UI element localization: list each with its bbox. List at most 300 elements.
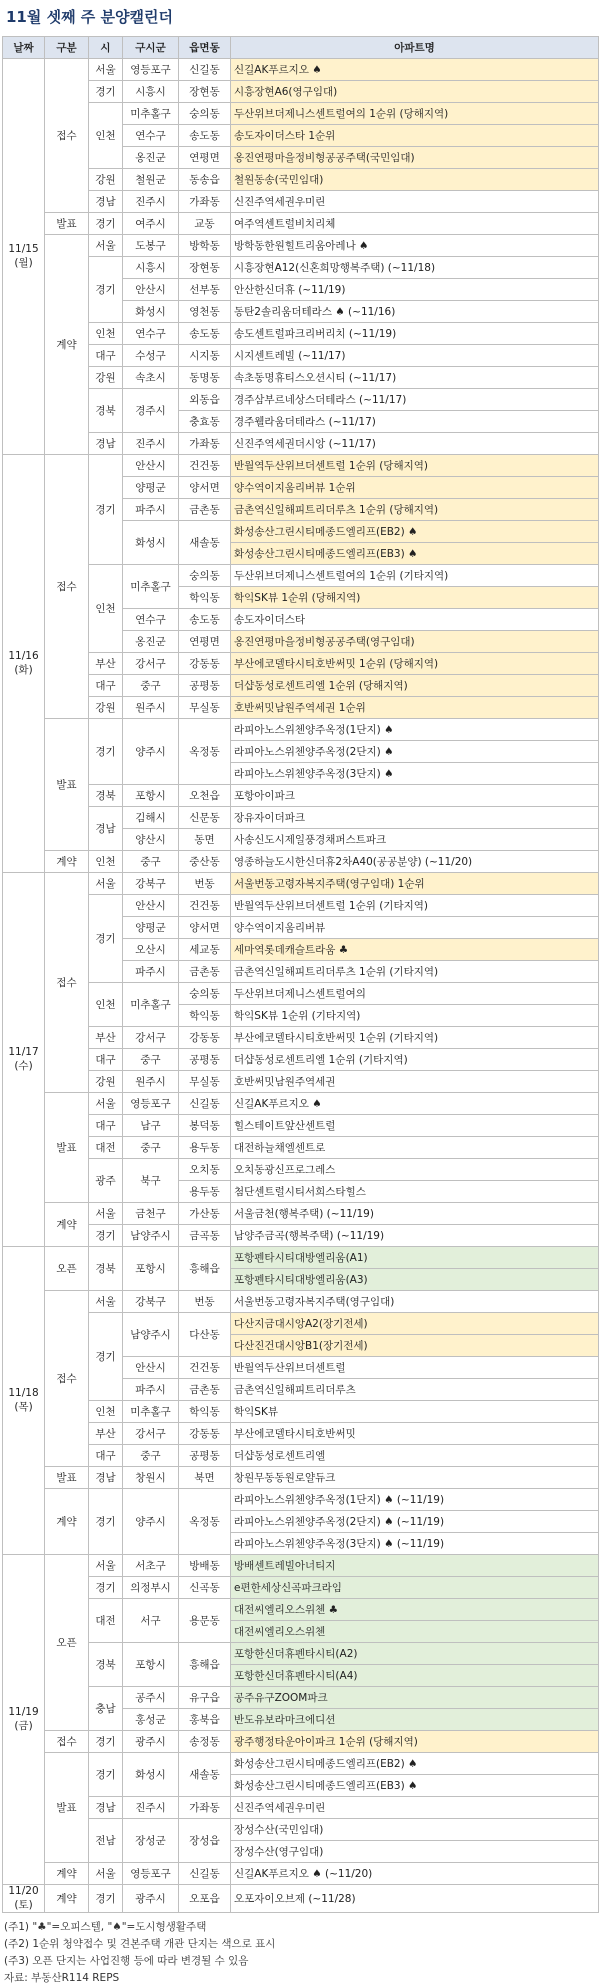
dong-cell: 영천동 <box>179 301 231 323</box>
si-cell: 대구 <box>89 1049 123 1071</box>
header-type: 구분 <box>45 37 89 59</box>
apartment-name: 신길AK푸르지오 ♠ <box>231 59 599 81</box>
table-row <box>3 1049 599 1071</box>
dong-cell: 송정동 <box>179 1731 231 1753</box>
gu-cell: 중구 <box>123 675 179 697</box>
type-cell: 접수 <box>45 873 89 1093</box>
apartment-name: 호반써밋남원주역세권 <box>231 1071 599 1093</box>
apartment-name: 시흥장현A6(영구임대) <box>231 81 599 103</box>
table-row <box>3 1247 599 1269</box>
type-cell: 발표 <box>45 1467 89 1489</box>
si-cell: 대구 <box>89 675 123 697</box>
type-cell: 접수 <box>45 455 89 719</box>
apartment-name: 서울번동고령자복지주택(영구임대) 1순위 <box>231 873 599 895</box>
dong-cell: 용두동 <box>179 1181 231 1203</box>
apartment-name: 송도센트럴파크리버리치 (~11/19) <box>231 323 599 345</box>
si-cell: 대구 <box>89 1115 123 1137</box>
table-row <box>3 1313 599 1335</box>
apartment-name: 안산한신더휴 (~11/19) <box>231 279 599 301</box>
dong-cell: 숭의동 <box>179 565 231 587</box>
table-row <box>3 103 599 125</box>
type-cell: 발표 <box>45 213 89 235</box>
apartment-name: 광주행정타운아이파크 1순위 (당해지역) <box>231 1731 599 1753</box>
gu-cell: 미추홀구 <box>123 983 179 1027</box>
table-row <box>3 873 599 895</box>
apartment-name: 경주웰라움더테라스 (~11/17) <box>231 411 599 433</box>
apartment-name: 철원동송(국민임대) <box>231 169 599 191</box>
dong-cell: 신문동 <box>179 807 231 829</box>
apartment-name: 세마역롯데캐슬트라움 ♣ <box>231 939 599 961</box>
dong-cell: 옥정동 <box>179 719 231 785</box>
apartment-name: 시흥장현A12(신혼희망행복주택) (~11/18) <box>231 257 599 279</box>
table-row <box>3 1291 599 1313</box>
table-row <box>3 719 599 741</box>
apartment-name: 포항한신더휴펜타시티(A4) <box>231 1665 599 1687</box>
gu-cell: 철원군 <box>123 169 179 191</box>
gu-cell: 진주시 <box>123 191 179 213</box>
table-row <box>3 1819 599 1841</box>
apartment-name: 옹진연평마을정비형공공주택(영구임대) <box>231 631 599 653</box>
si-cell: 광주 <box>89 1159 123 1203</box>
dong-cell: 봉덕동 <box>179 1115 231 1137</box>
apartment-name: 시지센트레빌 (~11/17) <box>231 345 599 367</box>
dong-cell: 학익동 <box>179 1005 231 1027</box>
type-cell: 접수 <box>45 1291 89 1467</box>
apartment-name: 포항한신더휴펜타시티(A2) <box>231 1643 599 1665</box>
si-cell: 강원 <box>89 1071 123 1093</box>
table-row <box>3 697 599 719</box>
si-cell: 경기 <box>89 719 123 785</box>
si-cell: 대전 <box>89 1137 123 1159</box>
table-row <box>3 807 599 829</box>
dong-cell: 금촌동 <box>179 1379 231 1401</box>
gu-cell: 양평군 <box>123 917 179 939</box>
dong-cell: 가산동 <box>179 1203 231 1225</box>
gu-cell: 여주시 <box>123 213 179 235</box>
apartment-name: 더샵동성로센트리엘 <box>231 1445 599 1467</box>
date-cell: 11/16 (화) <box>3 455 45 873</box>
table-row <box>3 59 599 81</box>
gu-cell: 강북구 <box>123 1291 179 1313</box>
table-row <box>3 675 599 697</box>
table-row <box>3 983 599 1005</box>
si-cell: 인천 <box>89 983 123 1027</box>
gu-cell: 속초시 <box>123 367 179 389</box>
table-row <box>3 1489 599 1511</box>
apartment-name: 반월역두산위브더센트럴 1순위 (당해지역) <box>231 455 599 477</box>
si-cell: 경기 <box>89 257 123 323</box>
date-cell: 11/17 (수) <box>3 873 45 1247</box>
si-cell: 인천 <box>89 323 123 345</box>
header-gu: 구시군 <box>123 37 179 59</box>
table-row <box>3 653 599 675</box>
dong-cell: 가좌동 <box>179 1797 231 1819</box>
table-row <box>3 213 599 235</box>
gu-cell: 파주시 <box>123 961 179 983</box>
dong-cell: 용문동 <box>179 1599 231 1643</box>
gu-cell: 남양주시 <box>123 1225 179 1247</box>
si-cell: 경남 <box>89 433 123 455</box>
apartment-name: 공주유구ZOOM파크 <box>231 1687 599 1709</box>
apartment-name: 방배센트레빌아너티지 <box>231 1555 599 1577</box>
table-row <box>3 1577 599 1599</box>
apartment-name: 라피아노스위첸양주옥정(3단지) ♠ (~11/19) <box>231 1533 599 1555</box>
apartment-name: 라피아노스위첸양주옥정(2단지) ♠ <box>231 741 599 763</box>
table-row <box>3 323 599 345</box>
dong-cell: 양서면 <box>179 477 231 499</box>
apartment-name: 학익SK뷰 1순위 (당해지역) <box>231 587 599 609</box>
apartment-name: 속초동명휴티스오션시티 (~11/17) <box>231 367 599 389</box>
gu-cell: 연수구 <box>123 609 179 631</box>
dong-cell: 숭의동 <box>179 983 231 1005</box>
dong-cell: 무실동 <box>179 1071 231 1093</box>
apartment-name: 라피아노스위첸양주옥정(1단지) ♠ <box>231 719 599 741</box>
gu-cell: 장성군 <box>123 1819 179 1863</box>
table-row <box>3 1423 599 1445</box>
apartment-name: 서울금천(행복주택) (~11/19) <box>231 1203 599 1225</box>
footnotes <box>0 1913 600 1987</box>
gu-cell: 중구 <box>123 851 179 873</box>
si-cell: 부산 <box>89 1423 123 1445</box>
gu-cell: 강서구 <box>123 1423 179 1445</box>
date-cell: 11/20 (토) <box>3 1885 45 1913</box>
apartment-name: 신진주역세권우미린 <box>231 1797 599 1819</box>
gu-cell: 미추홀구 <box>123 1401 179 1423</box>
si-cell: 인천 <box>89 851 123 873</box>
si-cell: 대전 <box>89 1599 123 1643</box>
gu-cell: 남구 <box>123 1115 179 1137</box>
gu-cell: 경주시 <box>123 389 179 433</box>
si-cell: 대구 <box>89 1445 123 1467</box>
dong-cell: 장성읍 <box>179 1819 231 1863</box>
gu-cell: 중구 <box>123 1445 179 1467</box>
gu-cell: 영등포구 <box>123 1863 179 1885</box>
apartment-name: 장성수산(영구임대) <box>231 1841 599 1863</box>
apartment-name: 라피아노스위첸양주옥정(3단지) ♠ <box>231 763 599 785</box>
si-cell: 서울 <box>89 1555 123 1577</box>
si-cell: 경기 <box>89 1753 123 1797</box>
table-row <box>3 785 599 807</box>
table-row <box>3 1731 599 1753</box>
si-cell: 경기 <box>89 81 123 103</box>
gu-cell: 안산시 <box>123 895 179 917</box>
dong-cell: 중산동 <box>179 851 231 873</box>
dong-cell: 충효동 <box>179 411 231 433</box>
dong-cell: 강동동 <box>179 1423 231 1445</box>
table-row <box>3 169 599 191</box>
dong-cell: 교동 <box>179 213 231 235</box>
si-cell: 경기 <box>89 1313 123 1401</box>
dong-cell: 장현동 <box>179 81 231 103</box>
type-cell: 계약 <box>45 851 89 873</box>
apartment-name: 다산지금대시앙A2(장기전세) <box>231 1313 599 1335</box>
dong-cell: 강동동 <box>179 653 231 675</box>
dong-cell: 방배동 <box>179 1555 231 1577</box>
gu-cell: 광주시 <box>123 1885 179 1913</box>
apartment-name: 양수역이지움리버뷰 1순위 <box>231 477 599 499</box>
gu-cell: 남양주시 <box>123 1313 179 1357</box>
calendar-table <box>2 36 599 1913</box>
dong-cell: 학익동 <box>179 587 231 609</box>
gu-cell: 창원시 <box>123 1467 179 1489</box>
gu-cell: 도봉구 <box>123 235 179 257</box>
dong-cell: 흥해읍 <box>179 1643 231 1687</box>
table-row <box>3 367 599 389</box>
dong-cell: 숭의동 <box>179 103 231 125</box>
apartment-name: 금촌역신일해피트리더루츠 1순위 (당해지역) <box>231 499 599 521</box>
apartment-name: 송도자이더스타 <box>231 609 599 631</box>
apartment-name: 신길AK푸르지오 ♠ <box>231 1093 599 1115</box>
type-cell: 발표 <box>45 719 89 851</box>
gu-cell: 포항시 <box>123 1247 179 1291</box>
apartment-name: 창원무동동원로얄듀크 <box>231 1467 599 1489</box>
dong-cell: 오치동 <box>179 1159 231 1181</box>
dong-cell: 시지동 <box>179 345 231 367</box>
dong-cell: 옥정동 <box>179 1489 231 1555</box>
gu-cell: 화성시 <box>123 301 179 323</box>
table-row <box>3 1885 599 1913</box>
si-cell: 서울 <box>89 1093 123 1115</box>
dong-cell: 유구읍 <box>179 1687 231 1709</box>
apartment-name: 반월역두산위브더센트럴 <box>231 1357 599 1379</box>
header-si: 시 <box>89 37 123 59</box>
apartment-name: 신진주역세권우미린 <box>231 191 599 213</box>
gu-cell: 원주시 <box>123 697 179 719</box>
gu-cell: 옹진군 <box>123 147 179 169</box>
si-cell: 경북 <box>89 785 123 807</box>
dong-cell: 신곡동 <box>179 1577 231 1599</box>
gu-cell: 양평군 <box>123 477 179 499</box>
apartment-name: 대전씨엘리오스위첸 ♣ <box>231 1599 599 1621</box>
table-row <box>3 1599 599 1621</box>
type-cell: 발표 <box>45 1753 89 1863</box>
gu-cell: 미추홀구 <box>123 103 179 125</box>
table-row <box>3 1753 599 1775</box>
si-cell: 경기 <box>89 1489 123 1555</box>
apartment-name: 오포자이오브제 (~11/28) <box>231 1885 599 1913</box>
si-cell: 인천 <box>89 1401 123 1423</box>
apartment-name: 화성송산그린시티메종드엘리프(EB2) ♠ <box>231 1753 599 1775</box>
apartment-name: 두산위브더제니스센트럴여의 1순위 (기타지역) <box>231 565 599 587</box>
si-cell: 경기 <box>89 213 123 235</box>
gu-cell: 광주시 <box>123 1731 179 1753</box>
gu-cell: 시흥시 <box>123 81 179 103</box>
dong-cell: 홍북읍 <box>179 1709 231 1731</box>
dong-cell: 공평동 <box>179 1049 231 1071</box>
apartment-name: 사송신도시제일풍경채퍼스트파크 <box>231 829 599 851</box>
dong-cell: 용두동 <box>179 1137 231 1159</box>
type-cell: 계약 <box>45 235 89 455</box>
dong-cell: 양서면 <box>179 917 231 939</box>
dong-cell: 연평면 <box>179 147 231 169</box>
dong-cell: 송도동 <box>179 323 231 345</box>
apartment-name: 대전하늘채엘센트로 <box>231 1137 599 1159</box>
gu-cell: 오산시 <box>123 939 179 961</box>
gu-cell: 연수구 <box>123 125 179 147</box>
apartment-name: 두산위브더제니스센트럴여의 <box>231 983 599 1005</box>
dong-cell: 송도동 <box>179 125 231 147</box>
dong-cell: 건건동 <box>179 895 231 917</box>
gu-cell: 포항시 <box>123 785 179 807</box>
si-cell: 경북 <box>89 1643 123 1687</box>
apartment-name: 부산에코델타시티호반써밋 1순위 (기타지역) <box>231 1027 599 1049</box>
date-cell: 11/15 (월) <box>3 59 45 455</box>
si-cell: 경기 <box>89 1731 123 1753</box>
dong-cell: 새솔동 <box>179 521 231 565</box>
gu-cell: 김해시 <box>123 807 179 829</box>
apartment-name: 부산에코델타시티호반써밋 <box>231 1423 599 1445</box>
si-cell: 경북 <box>89 389 123 433</box>
dong-cell: 금촌동 <box>179 499 231 521</box>
date-cell: 11/18 (목) <box>3 1247 45 1555</box>
si-cell: 경남 <box>89 1467 123 1489</box>
dong-cell: 선부동 <box>179 279 231 301</box>
gu-cell: 양산시 <box>123 829 179 851</box>
type-cell: 접수 <box>45 1731 89 1753</box>
apartment-name: 방학동한원힐트리움아레나 ♠ <box>231 235 599 257</box>
gu-cell: 안산시 <box>123 1357 179 1379</box>
table-row <box>3 1115 599 1137</box>
table-row <box>3 81 599 103</box>
dong-cell: 동송읍 <box>179 169 231 191</box>
apartment-name: 반월역두산위브더센트럴 1순위 (기타지역) <box>231 895 599 917</box>
table-row <box>3 1027 599 1049</box>
apartment-name: 더샵동성로센트리엘 1순위 (기타지역) <box>231 1049 599 1071</box>
si-cell: 경기 <box>89 455 123 565</box>
header-dong: 읍면동 <box>179 37 231 59</box>
dong-cell: 세교동 <box>179 939 231 961</box>
gu-cell: 영등포구 <box>123 1093 179 1115</box>
gu-cell: 수성구 <box>123 345 179 367</box>
apartment-name: 포항펜타시티대방엘리움(A1) <box>231 1247 599 1269</box>
table-row <box>3 1797 599 1819</box>
si-cell: 서울 <box>89 1863 123 1885</box>
table-row <box>3 389 599 411</box>
dong-cell: 강동동 <box>179 1027 231 1049</box>
dong-cell: 번동 <box>179 1291 231 1313</box>
type-cell: 계약 <box>45 1203 89 1247</box>
si-cell: 부산 <box>89 653 123 675</box>
si-cell: 대구 <box>89 345 123 367</box>
note-3: (주3) 오픈 단지는 사업진행 등에 따라 변경될 수 있음 <box>4 1955 249 1967</box>
dong-cell: 신길동 <box>179 1093 231 1115</box>
table-row <box>3 1071 599 1093</box>
table-row <box>3 433 599 455</box>
header-apt: 아파트명 <box>231 37 599 59</box>
apartment-name: 대전씨엘리오스위첸 <box>231 1621 599 1643</box>
apartment-name: 부산에코델타시티호반써밋 1순위 (당해지역) <box>231 653 599 675</box>
dong-cell: 북면 <box>179 1467 231 1489</box>
table-row <box>3 1093 599 1115</box>
dong-cell: 무실동 <box>179 697 231 719</box>
type-cell: 접수 <box>45 59 89 213</box>
gu-cell: 강서구 <box>123 653 179 675</box>
gu-cell: 공주시 <box>123 1687 179 1709</box>
apartment-name: 옹진연평마을정비형공공주택(국민임대) <box>231 147 599 169</box>
apartment-name: 라피아노스위첸양주옥정(1단지) ♠ (~11/19) <box>231 1489 599 1511</box>
apartment-name: 화성송산그린시티메종드엘리프(EB3) ♠ <box>231 543 599 565</box>
dong-cell: 오천읍 <box>179 785 231 807</box>
dong-cell: 장현동 <box>179 257 231 279</box>
dong-cell: 동면 <box>179 829 231 851</box>
dong-cell: 송도동 <box>179 609 231 631</box>
gu-cell: 서구 <box>123 1599 179 1643</box>
si-cell: 경기 <box>89 1885 123 1913</box>
type-cell: 발표 <box>45 1093 89 1203</box>
gu-cell: 중구 <box>123 1049 179 1071</box>
dong-cell: 건건동 <box>179 1357 231 1379</box>
gu-cell: 파주시 <box>123 499 179 521</box>
gu-cell: 금천구 <box>123 1203 179 1225</box>
si-cell: 경북 <box>89 1247 123 1291</box>
apartment-name: 장유자이더파크 <box>231 807 599 829</box>
gu-cell: 화성시 <box>123 521 179 565</box>
gu-cell: 미추홀구 <box>123 565 179 609</box>
dong-cell: 새솔동 <box>179 1753 231 1797</box>
apartment-name: 학익SK뷰 1순위 (기타지역) <box>231 1005 599 1027</box>
apartment-name: 더샵동성로센트리엘 1순위 (당해지역) <box>231 675 599 697</box>
dong-cell: 외동읍 <box>179 389 231 411</box>
type-cell: 계약 <box>45 1489 89 1555</box>
apartment-name: 다산진건대시앙B1(장기전세) <box>231 1335 599 1357</box>
type-cell: 오픈 <box>45 1247 89 1291</box>
apartment-name: 장성수산(국민임대) <box>231 1819 599 1841</box>
note-2: (주2) 1순위 청약접수 및 견본주택 개관 단지는 색으로 표시 <box>4 1938 276 1950</box>
si-cell: 경남 <box>89 1797 123 1819</box>
dong-cell: 가좌동 <box>179 433 231 455</box>
si-cell: 서울 <box>89 1291 123 1313</box>
gu-cell: 원주시 <box>123 1071 179 1093</box>
table-row <box>3 895 599 917</box>
dong-cell: 학익동 <box>179 1401 231 1423</box>
si-cell: 인천 <box>89 103 123 169</box>
table-row <box>3 1203 599 1225</box>
apartment-name: 힐스테이트앞산센트럴 <box>231 1115 599 1137</box>
si-cell: 경남 <box>89 191 123 213</box>
gu-cell: 연수구 <box>123 323 179 345</box>
apartment-name: 경주삼부르네상스더테라스 (~11/17) <box>231 389 599 411</box>
dong-cell: 신길동 <box>179 59 231 81</box>
si-cell: 경기 <box>89 1225 123 1247</box>
apartment-name: 반도유보라마크에디션 <box>231 1709 599 1731</box>
type-cell: 오픈 <box>45 1555 89 1731</box>
gu-cell: 시흥시 <box>123 257 179 279</box>
apartment-name: 호반써밋남원주역세권 1순위 <box>231 697 599 719</box>
apartment-name: 금촌역신일해피트리더루츠 <box>231 1379 599 1401</box>
dong-cell: 방학동 <box>179 235 231 257</box>
gu-cell: 파주시 <box>123 1379 179 1401</box>
si-cell: 서울 <box>89 873 123 895</box>
apartment-name: 여주역센트럴비치리체 <box>231 213 599 235</box>
dong-cell: 동명동 <box>179 367 231 389</box>
apartment-name: 첨단센트럴시티서희스타힐스 <box>231 1181 599 1203</box>
apartment-name: 화성송산그린시티메종드엘리프(EB2) ♠ <box>231 521 599 543</box>
note-1: (주1) "♣"=오피스텔, "♠"=도시형생활주택 <box>4 1921 207 1933</box>
table-row <box>3 851 599 873</box>
si-cell: 서울 <box>89 1203 123 1225</box>
apartment-name: 신진주역세권더시앙 (~11/17) <box>231 433 599 455</box>
table-row <box>3 235 599 257</box>
source: 자료: 부동산R114 REPS <box>4 1972 120 1984</box>
apartment-name: 영종하늘도시한신더휴2차A40(공공분양) (~11/20) <box>231 851 599 873</box>
type-cell: 계약 <box>45 1885 89 1913</box>
si-cell: 부산 <box>89 1027 123 1049</box>
si-cell: 강원 <box>89 169 123 191</box>
dong-cell: 건건동 <box>179 455 231 477</box>
gu-cell: 안산시 <box>123 455 179 477</box>
dong-cell: 공평동 <box>179 675 231 697</box>
table-row <box>3 1445 599 1467</box>
